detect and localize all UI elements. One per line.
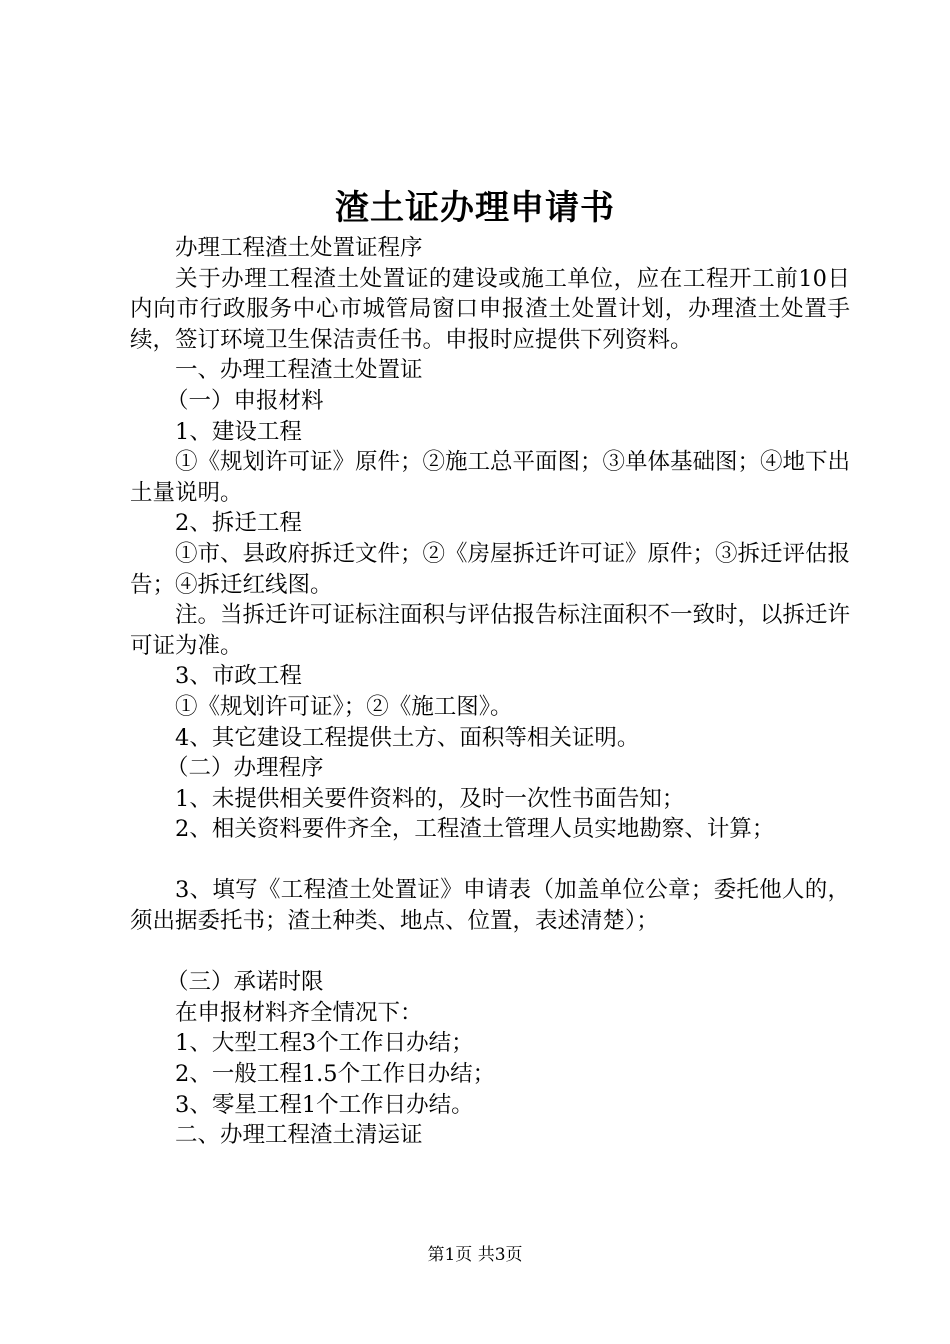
list-item-other: 4、其它建设工程提供土方、面积等相关证明。 — [175, 724, 640, 751]
subsection-heading-time-limit: （三）承诺时限 — [166, 969, 324, 996]
document-body — [130, 233, 850, 1151]
paragraph-heading-procedure: 办理工程渣土处置证程序 — [175, 235, 423, 261]
time-limit-large: 1、大型工程3个工作日办结； — [175, 1030, 474, 1057]
paragraph-demolition-docs: ①市、县政府拆迁文件；②《房屋拆迁许可证》原件；③拆迁评估报告；④拆迁红线图。 — [130, 540, 851, 598]
subsection-heading-materials: （一）申报材料 — [166, 387, 324, 414]
paragraph-municipal-docs: ①《规划许可证》；②《施工图》。 — [175, 693, 513, 720]
procedure-step-1: 1、未提供相关要件资料的，及时一次性书面告知； — [175, 785, 685, 812]
subsection-heading-procedure: （二）办理程序 — [166, 755, 324, 782]
section-heading-1: 一、办理工程渣土处置证 — [175, 357, 423, 384]
time-limit-small: 3、零星工程1个工作日办结。 — [175, 1091, 474, 1118]
time-limit-general: 2、一般工程1.5个工作日办结； — [175, 1061, 496, 1088]
paragraph-intro: 关于办理工程渣土处置证的建设或施工单位，应在工程开工前10日内向市行政服务中心市城管局窗口申报渣土处置计划，办理渣土处置手续，签订环境卫生保洁责任书。申报时应提供下列资料。 — [130, 265, 850, 353]
procedure-step-3: 3、填写《工程渣土处置证》申请表（加盖单位公章；委托他人的，须出据委托书；渣土种类、地点、位置，表述清楚）； — [130, 877, 850, 935]
document-title: 渣土证办理申请书 — [335, 188, 615, 228]
section-heading-2: 二、办理工程渣土清运证 — [175, 1122, 423, 1149]
list-item-municipal: 3、市政工程 — [175, 663, 302, 690]
page-footer: 第1页 共3页 — [427, 1245, 523, 1265]
procedure-step-2: 2、相关资料要件齐全，工程渣土管理人员实地勘察、计算； — [175, 816, 775, 843]
paragraph-construction-docs: ①《规划许可证》原件；②施工总平面图；③单体基础图；④地下出土量说明。 — [130, 449, 851, 506]
paragraph-note: 注。当拆迁许可证标注面积与评估报告标注面积不一致时，以拆迁许可证为准。 — [130, 602, 851, 659]
list-item-construction: 1、建设工程 — [175, 418, 302, 445]
paragraph-time-limit-intro: 在申报材料齐全情况下： — [175, 999, 423, 1026]
list-item-demolition: 2、拆迁工程 — [175, 510, 302, 537]
